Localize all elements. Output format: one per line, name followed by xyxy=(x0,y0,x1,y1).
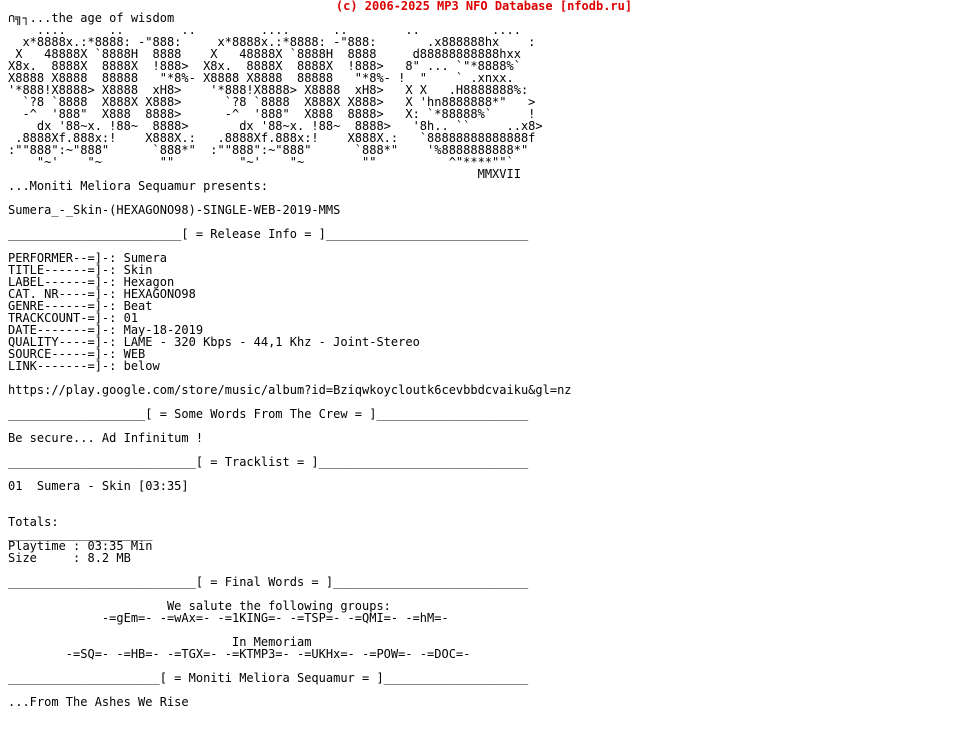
nfo-text-body: ∩╗┐...the age of wisdom .... .. .. .... .. .. .... x*8888x.:*8888: -"888: x*8888x.:*8888: -"888: .x888888hx : X 48888X `8888H 8888 X 48888X `8888H 8888 d88888888888hxx X8x. 8888X 8888X !888> X8x. 8888X 8888X !888> 8" ... `"*8888%` X8888 X8888 88888 "*8%- X8888 X8888 88888 "*8%- ! " ` .xnxx. '*888!X8888> X8888 xH8> '*888!X8888> X8888 xH8> X X .H8888888%: `?8 `8888 X888X X888> `?8 `8888 X888X X888> X 'hn8888888*" > -^ '888" X888 8888> -^ '888" X888 8888> X: `*88888%` ! dx '88~x. !88~ 8888> dx '88~x. !88~ 8888> '8h.. `` ..x8> .8888Xf.888x:! X888X.: .8888Xf.888x:! X888X.: `88888888888888f :""888":~"888" `888*" :""888":~"888" `888*" '%8888888888*" "~' "~ "" "~' "~ "" ^"****""` MMXVII ...Moniti Meliora Sequamur presents: Sumera_-_Skin-(HEXAGONO98)-SINGLE-WEB-2019-MMS ________________________[ = Release Info = ]____________________________ PERFORMER--=]-: Sumera TITLE------=]-: Skin LABEL------=]-: Hexagon CAT. NR----=]-: HEXAGONO98 GENRE------=]-: Beat TRACKCOUNT-=]-: 01 DATE-------=]-: May-18-2019 QUALITY----=]-: LAME - 320 Kbps - 44,1 Khz - Joint-Stereo SOURCE-----=]-: WEB LINK-------=]-: below https://play.google.com/store/music/album?id=Bziqwkoycloutk6cevbbdcvaiku&gl=nz ___________________[ = Some Words From The Crew = ]_____________________ Be secure... Ad Infinitum ! __________________________[ = Tracklist = ]_____________________________ 01 Sumera - Skin [03:35] Totals: ____________________ Playtime : 03:35 Min Size : 8.2 MB __________________________[ = Final Words = ]___________________________ We salute the following groups: -=gEm=- -=wAx=- -=1KING=- -=TSP=- -=QMI=- -=hM=- In Memoriam -=SQ=- -=HB=- -=TGX=- -=KTMP3=- -=UKHx=- -=POW=- -=DOC=- _____________________[ = Moniti Meliora Sequamur = ]____________________ ...From The Ashes We Rise xyxy=(8,11,572,709)
site-copyright-header: (c) 2006-2025 MP3 NFO Database [nfodb.ru] xyxy=(335,0,633,13)
